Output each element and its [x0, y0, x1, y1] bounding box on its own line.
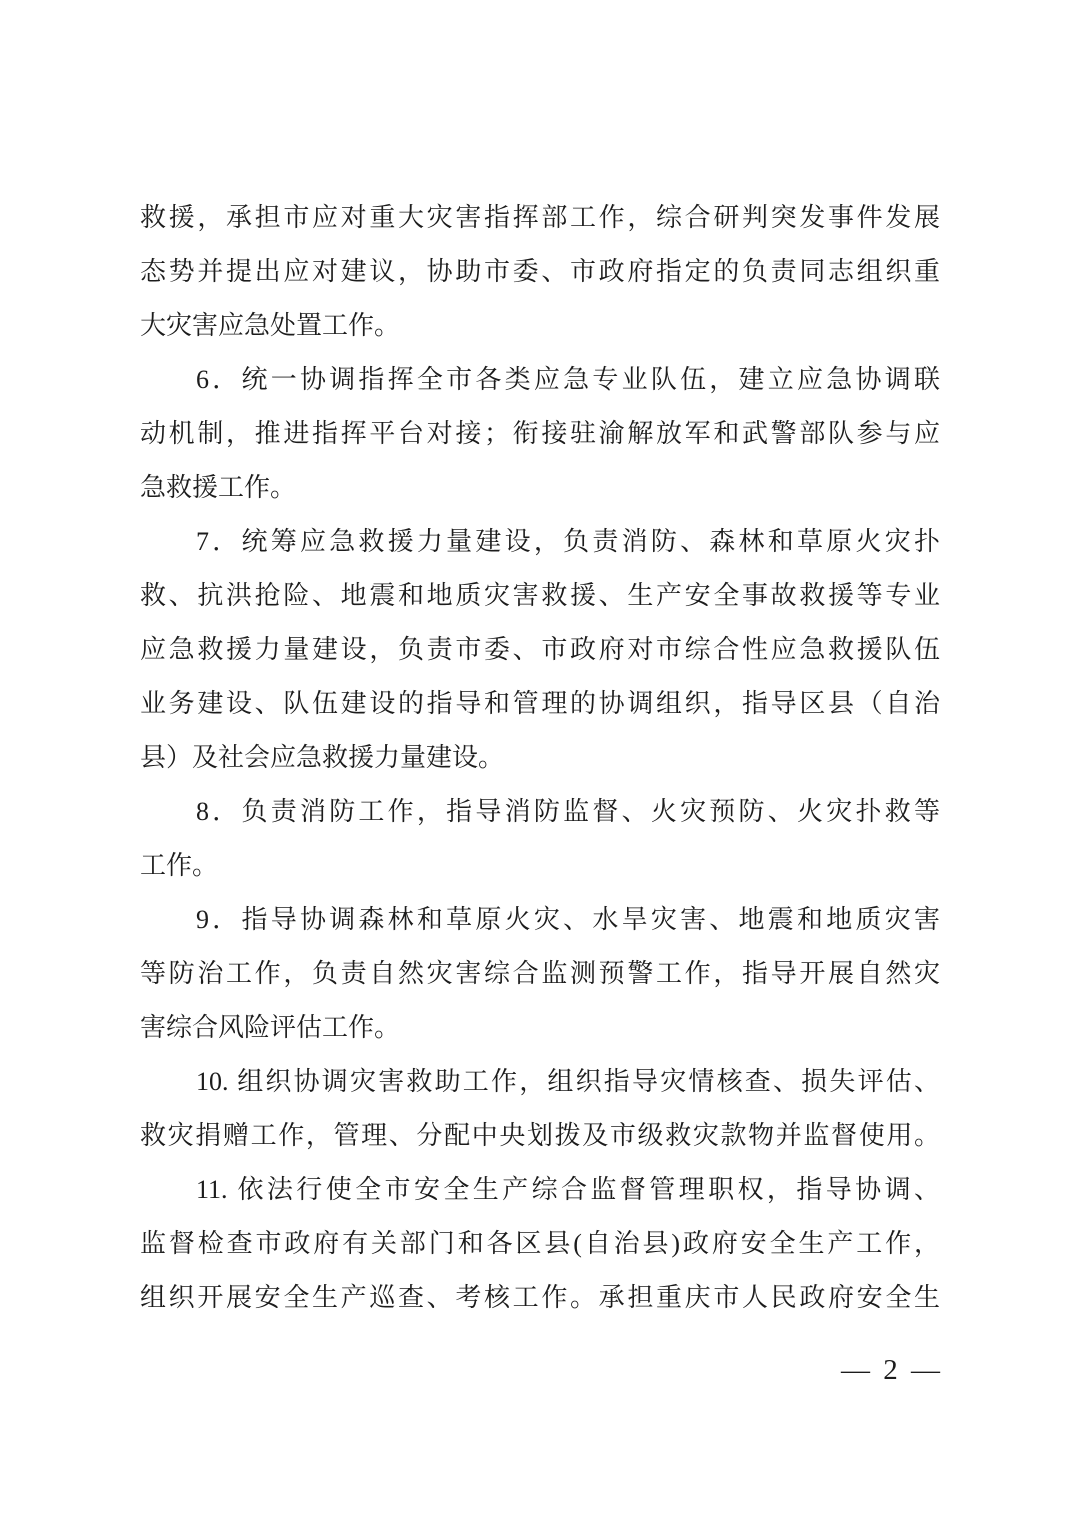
body-line: 9．指导协调森林和草原火灾、水旱灾害、地震和地质灾害 [196, 905, 940, 934]
paragraph-item-8 [140, 785, 940, 893]
body-line: 救援，承担市应对重大灾害指挥部工作，综合研判突发事件发展 [140, 203, 940, 232]
paragraph-continuation [140, 191, 940, 353]
body-line: 工作。 [140, 851, 219, 880]
page-number: — 2 — [841, 1354, 943, 1386]
body-line: 10. 组织协调灾害救助工作，组织指导灾情核查、损失评估、 [196, 1067, 940, 1096]
document-body [140, 191, 940, 1325]
body-line: 业务建设、队伍建设的指导和管理的协调组织，指导区县（自治 [140, 689, 940, 718]
body-line: 态势并提出应对建议，协助市委、市政府指定的负责同志组织重 [140, 257, 940, 286]
page-footer [841, 1348, 943, 1392]
body-line: 动机制，推进指挥平台对接；衔接驻渝解放军和武警部队参与应 [140, 419, 940, 448]
body-line: 8．负责消防工作，指导消防监督、火灾预防、火灾扑救等 [196, 797, 940, 826]
body-line: 救、抗洪抢险、地震和地质灾害救援、生产安全事故救援等专业 [140, 581, 940, 610]
body-line: 县）及社会应急救援力量建设。 [140, 743, 505, 772]
body-line: 组织开展安全生产巡查、考核工作。承担重庆市人民政府安全生 [140, 1283, 940, 1312]
body-line: 6．统一协调指挥全市各类应急专业队伍，建立应急协调联 [196, 365, 940, 394]
body-line: 大灾害应急处置工作。 [140, 311, 401, 340]
paragraph-item-9 [140, 893, 940, 1055]
paragraph-item-10 [140, 1055, 940, 1163]
paragraph-item-7 [140, 515, 940, 785]
paragraph-item-6 [140, 353, 940, 515]
body-line: 等防治工作，负责自然灾害综合监测预警工作，指导开展自然灾 [140, 959, 940, 988]
body-line: 急救援工作。 [140, 473, 297, 502]
body-line: 应急救援力量建设，负责市委、市政府对市综合性应急救援队伍 [140, 635, 940, 664]
body-line: 7．统筹应急救援力量建设，负责消防、森林和草原火灾扑 [196, 527, 940, 556]
body-line: 监督检查市政府有关部门和各区县(自治县)政府安全生产工作， [140, 1229, 940, 1258]
body-line: 救灾捐赠工作，管理、分配中央划拨及市级救灾款物并监督使用。 [140, 1121, 940, 1150]
paragraph-item-11 [140, 1163, 940, 1325]
body-line: 11. 依法行使全市安全生产综合监督管理职权，指导协调、 [196, 1175, 940, 1204]
body-line: 害综合风险评估工作。 [140, 1013, 401, 1042]
